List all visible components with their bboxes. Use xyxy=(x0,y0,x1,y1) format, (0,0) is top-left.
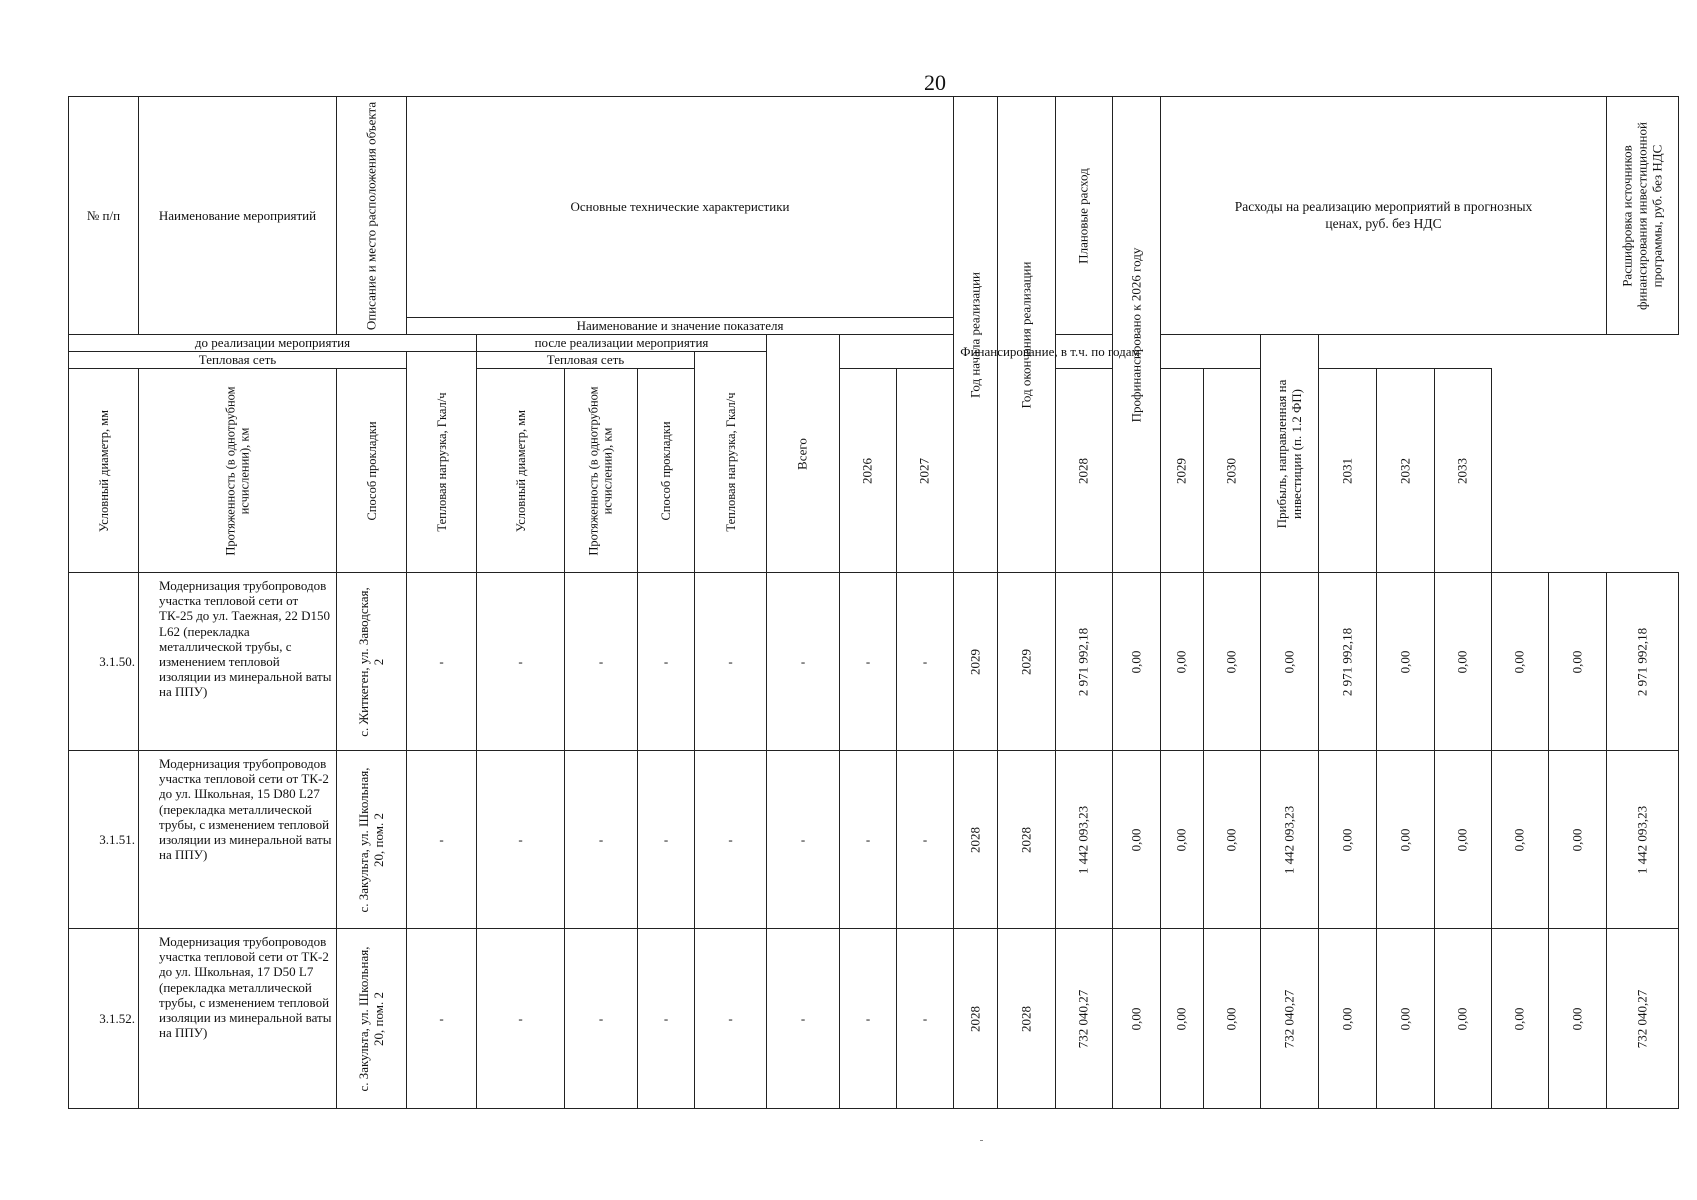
row-year-start-text: 2028 xyxy=(967,1005,983,1032)
row-year-value-text: 2 971 992,18 xyxy=(1339,627,1355,696)
header-num: № п/п xyxy=(69,97,139,335)
row-prefinanced xyxy=(1113,751,1161,929)
row-year-end-text: 2028 xyxy=(1018,1005,1034,1032)
header-diam-before xyxy=(69,369,139,573)
row-num: 3.1.50. xyxy=(69,573,139,751)
row-year-value-text: 0,00 xyxy=(1281,650,1297,673)
row-profit-text: 1 442 093,23 xyxy=(1634,805,1650,874)
header-planned-cost xyxy=(1056,97,1113,335)
header-method-before-text: Способ прокладки xyxy=(364,420,379,521)
row-year-value xyxy=(1549,573,1607,751)
header-year-end-text: Год окончания реализации xyxy=(1018,261,1034,408)
header-diam-after xyxy=(477,369,565,573)
row-year-value-text: 0,00 xyxy=(1511,1007,1527,1030)
row-year-value xyxy=(1261,929,1319,1109)
header-year-2028-text: 2028 xyxy=(1075,457,1091,484)
header-prefinanced xyxy=(1113,97,1161,573)
row-year-value xyxy=(1319,929,1377,1109)
row-year-end xyxy=(998,573,1056,751)
row-year-value-text: 0,00 xyxy=(1397,650,1413,673)
row-tech-cell: - xyxy=(407,573,477,751)
row-tech-cell: - xyxy=(767,573,840,751)
header-year-2026 xyxy=(840,369,897,573)
header-year-2033-text: 2033 xyxy=(1454,457,1470,484)
row-year-value xyxy=(1492,751,1549,929)
row-prefinanced-text: 0,00 xyxy=(1128,828,1144,851)
row-year-value xyxy=(1261,751,1319,929)
investment-program-table xyxy=(68,96,1679,1109)
row-year-value-text: 0,00 xyxy=(1511,828,1527,851)
header-profit xyxy=(1261,335,1319,573)
row-prefinanced xyxy=(1113,929,1161,1109)
row-year-value-text: 732 040,27 xyxy=(1281,989,1297,1048)
header-planned-cost-text: Плановые расход xyxy=(1075,167,1091,264)
row-tech-cell: - xyxy=(565,573,638,751)
row-year-value-text: 0,00 xyxy=(1173,828,1189,851)
row-year-value-text: 0,00 xyxy=(1397,828,1413,851)
row-prefinanced xyxy=(1113,573,1161,751)
row-year-value xyxy=(1377,573,1435,751)
header-profit-text: Прибыль, направленная на инвестиции (п. 1.2 ФП) xyxy=(1273,379,1304,528)
row-year-start xyxy=(954,929,998,1109)
row-total-text: 732 040,27 xyxy=(1075,989,1091,1048)
header-year-2026-text: 2026 xyxy=(859,457,875,484)
row-location xyxy=(337,751,407,929)
row-tech-cell: - xyxy=(477,929,565,1109)
row-year-value-text: 0,00 xyxy=(1454,828,1470,851)
row-tech-cell: - xyxy=(477,751,565,929)
row-year-start-text: 2028 xyxy=(967,826,983,853)
header-heat-net-before: Тепловая сеть xyxy=(69,352,407,369)
row-num: 3.1.51. xyxy=(69,751,139,929)
row-year-value-text: 0,00 xyxy=(1454,1007,1470,1030)
header-year-2029 xyxy=(1161,369,1204,573)
row-profit-text: 2 971 992,18 xyxy=(1634,627,1650,696)
row-tech-cell: - xyxy=(897,751,954,929)
row-year-value xyxy=(1435,573,1492,751)
header-after: после реализации мероприятия xyxy=(477,335,767,352)
header-year-2032-text: 2032 xyxy=(1397,457,1413,484)
table-row xyxy=(69,751,1679,929)
row-total-text: 2 971 992,18 xyxy=(1075,627,1091,696)
row-location xyxy=(337,929,407,1109)
row-tech-cell: - xyxy=(695,751,767,929)
row-tech-cell: - xyxy=(638,573,695,751)
row-year-value-text: 0,00 xyxy=(1454,650,1470,673)
header-diam-after-text: Условный диаметр, мм xyxy=(513,409,528,532)
row-year-value xyxy=(1435,929,1492,1109)
row-profit xyxy=(1607,929,1679,1109)
row-year-value xyxy=(1319,751,1377,929)
header-year-start-text: Год начала реализации xyxy=(967,271,983,398)
row-year-value-text: 1 442 093,23 xyxy=(1281,805,1297,874)
header-year-2031-text: 2031 xyxy=(1339,457,1355,484)
row-tech-cell: - xyxy=(767,929,840,1109)
header-year-2028 xyxy=(1056,369,1113,573)
row-year-value xyxy=(1492,929,1549,1109)
row-year-value xyxy=(1319,573,1377,751)
header-length-before xyxy=(139,369,337,573)
row-profit-text: 732 040,27 xyxy=(1634,989,1650,1048)
row-year-value xyxy=(1435,751,1492,929)
row-year-value-text: 0,00 xyxy=(1173,650,1189,673)
row-year-value xyxy=(1549,929,1607,1109)
row-year-value xyxy=(1377,751,1435,929)
header-year-2032 xyxy=(1377,369,1435,573)
header-year-2029-text: 2029 xyxy=(1173,457,1189,484)
row-prefinanced-text: 0,00 xyxy=(1128,1007,1144,1030)
row-year-value-text: 0,00 xyxy=(1569,650,1585,673)
row-num: 3.1.52. xyxy=(69,929,139,1109)
header-length-after xyxy=(565,369,638,573)
row-total xyxy=(1056,573,1113,751)
row-year-end-text: 2029 xyxy=(1018,648,1034,675)
header-tech-group: Основные технические характеристики xyxy=(407,97,954,318)
row-tech-cell: - xyxy=(477,573,565,751)
header-method-after xyxy=(638,369,695,573)
header-load-after-text: Тепловая нагрузка, Гкал/ч xyxy=(723,392,738,532)
row-location-text: с. Закульта, ул. Школьная, 20, пом. 2 xyxy=(355,766,386,913)
row-year-value-text: 0,00 xyxy=(1223,828,1239,851)
header-load-before xyxy=(407,352,477,573)
header-total-text: Всего xyxy=(794,437,810,470)
row-location-text: с. Житкеген, ул. Заводская, 2 xyxy=(355,586,386,737)
header-sources xyxy=(1607,97,1679,335)
header-year-end xyxy=(998,97,1056,573)
row-year-value-text: 0,00 xyxy=(1223,650,1239,673)
header-year-start xyxy=(954,97,998,573)
row-year-start-text: 2029 xyxy=(967,648,983,675)
header-length-after-text: Протяженность (в однотрубном исчислении), км xyxy=(586,385,615,556)
row-year-value-text: 0,00 xyxy=(1339,828,1355,851)
row-year-value xyxy=(1161,573,1204,751)
header-prefinanced-text: Профинансировано к 2026 году xyxy=(1128,247,1144,422)
row-year-value xyxy=(1492,573,1549,751)
row-year-value xyxy=(1204,751,1261,929)
row-year-value xyxy=(1161,929,1204,1109)
header-year-2027 xyxy=(897,369,954,573)
header-year-2027-text: 2027 xyxy=(916,457,932,484)
row-year-value-text: 0,00 xyxy=(1511,650,1527,673)
row-tech-cell: - xyxy=(897,929,954,1109)
header-name: Наименование мероприятий xyxy=(139,97,337,335)
row-year-start xyxy=(954,573,998,751)
row-tech-cell: - xyxy=(565,751,638,929)
row-year-value xyxy=(1549,751,1607,929)
header-expenses-group xyxy=(1161,97,1607,335)
table-body xyxy=(69,573,1679,1109)
row-year-value xyxy=(1204,929,1261,1109)
header-year-2033 xyxy=(1435,369,1492,573)
row-location xyxy=(337,573,407,751)
row-year-value xyxy=(1261,573,1319,751)
row-name: Модернизация трубопроводов участка тепловой сети от ТК-25 до ул. Таежная, 22 D150 L62 (перекладка металлической трубы, с изменением тепловой изоляции из минеральной ваты на ППУ) xyxy=(139,573,337,751)
row-year-end-text: 2028 xyxy=(1018,826,1034,853)
row-location-text: с. Закульта, ул. Школьная, 20, пом. 2 xyxy=(355,945,386,1092)
page-number: 20 xyxy=(924,70,946,95)
header-length-before-text: Протяженность (в однотрубном исчислении), км xyxy=(223,385,252,556)
row-tech-cell: - xyxy=(565,929,638,1109)
header-location xyxy=(337,97,407,335)
row-tech-cell: - xyxy=(767,751,840,929)
row-total-text: 1 442 093,23 xyxy=(1075,805,1091,874)
row-name: Модернизация трубопроводов участка тепловой сети от ТК-2 до ул. Школьная, 15 D80 L27 (перекладка металлической трубы, с изменением тепловой изоляции из минеральной ваты на ППУ) xyxy=(139,751,337,929)
row-tech-cell: - xyxy=(695,929,767,1109)
header-total xyxy=(767,335,840,573)
row-name: Модернизация трубопроводов участка тепловой сети от ТК-2 до ул. Школьная, 17 D50 L7 (перекладка металлической трубы, с изменением тепловой изоляции из минеральной ваты на ППУ) xyxy=(139,929,337,1109)
row-year-end xyxy=(998,751,1056,929)
row-tech-cell: - xyxy=(840,573,897,751)
row-tech-cell: - xyxy=(897,573,954,751)
table-header xyxy=(69,97,1679,573)
row-tech-cell: - xyxy=(638,929,695,1109)
header-year-2031 xyxy=(1319,369,1377,573)
table-row xyxy=(69,573,1679,751)
header-indicators: Наименование и значение показателя xyxy=(407,318,954,335)
table-row xyxy=(69,929,1679,1109)
row-year-value-text: 0,00 xyxy=(1397,1007,1413,1030)
row-tech-cell: - xyxy=(407,929,477,1109)
header-sources-text: Расшифровка источников финансирования инвестиционной программы, руб. без НДС xyxy=(1619,121,1664,310)
header-heat-net-after: Тепловая сеть xyxy=(477,352,695,369)
row-year-value-text: 0,00 xyxy=(1223,1007,1239,1030)
row-year-value-text: 0,00 xyxy=(1339,1007,1355,1030)
row-year-end xyxy=(998,929,1056,1109)
row-tech-cell: - xyxy=(840,751,897,929)
row-year-value-text: 0,00 xyxy=(1569,1007,1585,1030)
row-total xyxy=(1056,929,1113,1109)
header-diam-before-text: Условный диаметр, мм xyxy=(96,409,111,532)
row-total xyxy=(1056,751,1113,929)
row-tech-cell: - xyxy=(638,751,695,929)
row-year-start xyxy=(954,751,998,929)
row-profit xyxy=(1607,751,1679,929)
row-year-value xyxy=(1161,751,1204,929)
header-location-text: Описание и место расположения объекта xyxy=(363,101,379,330)
row-year-value xyxy=(1377,929,1435,1109)
row-tech-cell: - xyxy=(840,929,897,1109)
row-profit xyxy=(1607,573,1679,751)
header-load-before-text: Тепловая нагрузка, Гкал/ч xyxy=(434,392,449,532)
header-method-before xyxy=(337,369,407,573)
row-tech-cell: - xyxy=(695,573,767,751)
header-method-after-text: Способ прокладки xyxy=(658,420,673,521)
row-tech-cell: - xyxy=(407,751,477,929)
row-prefinanced-text: 0,00 xyxy=(1128,650,1144,673)
header-year-2030-text: 2030 xyxy=(1223,457,1239,484)
scan-artifact xyxy=(980,1140,983,1141)
row-year-value-text: 0,00 xyxy=(1173,1007,1189,1030)
header-load-after xyxy=(695,352,767,573)
row-year-value xyxy=(1204,573,1261,751)
header-expenses-text: Расходы на реализацию мероприятий в прогнозных ценах, руб. без НДС xyxy=(1234,199,1533,231)
header-year-2030 xyxy=(1204,369,1261,573)
header-financing-years: Финансирование, в т.ч. по годам xyxy=(840,335,1261,369)
header-before: до реализации мероприятия xyxy=(69,335,477,352)
row-year-value-text: 0,00 xyxy=(1569,828,1585,851)
